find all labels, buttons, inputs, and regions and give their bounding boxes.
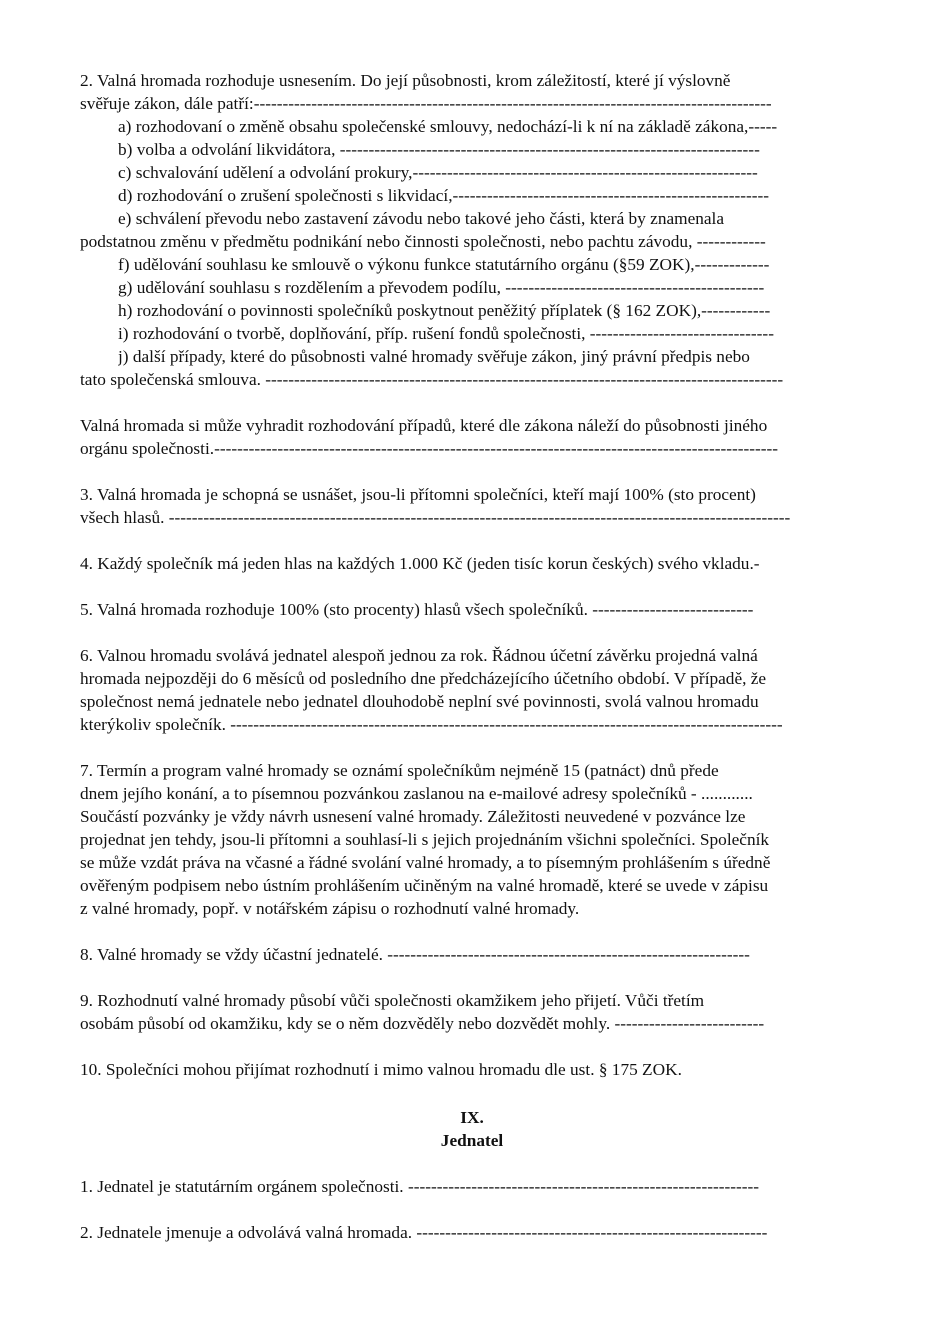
text-line: dnem jejího konání, a to písemnou pozvánkou zaslanou na e-mailové adresy společníků - ............ (80, 784, 753, 803)
text-line: projednat jen tehdy, jsou-li přítomni a souhlasí-li s jejich projednáním všichni společníci. Společník (80, 830, 770, 849)
text-line: se může vzdát práva na včasné a řádné svolání valné hromady, a to písemným prohlášením s úředně (80, 853, 771, 872)
list-item: h) rozhodování o povinnosti společníků poskytnout peněžitý příplatek (§ 162 ZOK),------------ (118, 301, 771, 320)
text-line: 3. Valná hromada je schopná se usnášet, jsou-li přítomni společníci, kteří mají 100% (sto procent) (80, 485, 756, 504)
text-line: Součástí pozvánky je vždy návrh usnesení valné hromady. Záležitosti neuvedené v pozvánce lze (80, 807, 746, 826)
text-line: 5. Valná hromada rozhoduje 100% (sto procenty) hlasů všech společníků. ---------------------------- (80, 600, 754, 619)
list-item: c) schvalování udělení a odvolání prokury,------------------------------------------------------------ (118, 163, 758, 182)
text-line: 6. Valnou hromadu svolává jednatel alespoň jednou za rok. Řádnou účetní závěrku projedná valná (80, 646, 758, 665)
list-item: d) rozhodování o zrušení společnosti s likvidací,------------------------------------------------------- (118, 186, 770, 205)
text-line: 10. Společníci mohou přijímat rozhodnutí i mimo valnou hromadu dle ust. § 175 ZOK. (80, 1060, 682, 1079)
list-item: i) rozhodování o tvorbě, doplňování, příp. rušení fondů společnosti, -------------------------------- (118, 324, 774, 343)
text-line: kterýkoliv společník. ------------------------------------------------------------------------------------------------ (80, 715, 783, 734)
text-line: podstatnou změnu v předmětu podnikání nebo činnosti společnosti, nebo pachtu závodu, ------------ (80, 232, 766, 251)
list-item: g) udělování souhlasu s rozdělením a převodem podílu, --------------------------------------------- (118, 278, 765, 297)
text-line: Valná hromada si může vyhradit rozhodování případů, které dle zákona náleží do působnosti jiného (80, 416, 768, 435)
list-item: j) další případy, které do působnosti valné hromady svěřuje zákon, jiný právní předpis nebo (118, 347, 750, 366)
text-line: orgánu společnosti.-------------------------------------------------------------------------------------------------- (80, 439, 779, 458)
text-line: svěřuje zákon, dále patří:------------------------------------------------------------------------------------------ (80, 94, 772, 113)
text-line: všech hlasů. ------------------------------------------------------------------------------------------------------------ (80, 508, 791, 527)
text-line: tato společenská smlouva. ------------------------------------------------------------------------------------------ (80, 370, 784, 389)
text-line: 9. Rozhodnutí valné hromady působí vůči společnosti okamžikem jeho přijetí. Vůči třetím (80, 991, 705, 1010)
section-title: Jednatel (440, 1131, 504, 1150)
text-line: hromada nejpozději do 6 měsíců od posledního dne předcházejícího účetního období. V případě, že (80, 669, 767, 688)
text-line: 4. Každý společník má jeden hlas na každých 1.000 Kč (jeden tisíc korun českých) svého vkladu.- (80, 554, 760, 573)
text-line: osobám působí od okamžiku, kdy se o něm dozvěděly nebo dozvědět mohly. -------------------------- (80, 1014, 765, 1033)
text-line: 8. Valné hromady se vždy účastní jednatelé. --------------------------------------------------------------- (80, 945, 750, 964)
text-line: 2. Jednatele jmenuje a odvolává valná hromada. ------------------------------------------------------------- (80, 1223, 768, 1242)
list-item: b) volba a odvolání likvidátora, ------------------------------------------------------------------------- (118, 140, 760, 159)
text-line: 7. Termín a program valné hromady se oznámí společníkům nejméně 15 (patnáct) dnů přede (80, 761, 719, 780)
text-line: 1. Jednatel je statutárním orgánem společnosti. ------------------------------------------------------------- (80, 1177, 759, 1196)
list-item: e) schválení převodu nebo zastavení závodu nebo takové jeho části, která by znamenala (118, 209, 725, 228)
text-line: z valné hromady, popř. v notářském zápisu o rozhodnutí valné hromady. (80, 899, 580, 918)
list-item: a) rozhodovaní o změně obsahu společenské smlouvy, nedochází-li k ní na základě zákona,----- (118, 117, 778, 136)
text-line: společnost nemá jednatele nebo jednatel dlouhodobě neplní své povinnosti, svolá valnou hromadu (80, 692, 759, 711)
text-line: ověřeným podpisem nebo ústním prohlášením učiněným na valné hromadě, které se uvede v zápisu (80, 876, 769, 895)
text-line: 2. Valná hromada rozhoduje usnesením. Do její působnosti, krom záležitostí, které jí výslovně (80, 71, 731, 90)
list-item: f) udělování souhlasu ke smlouvě o výkonu funkce statutárního orgánu (§59 ZOK),------------- (118, 255, 770, 274)
section-number: IX. (460, 1108, 484, 1127)
